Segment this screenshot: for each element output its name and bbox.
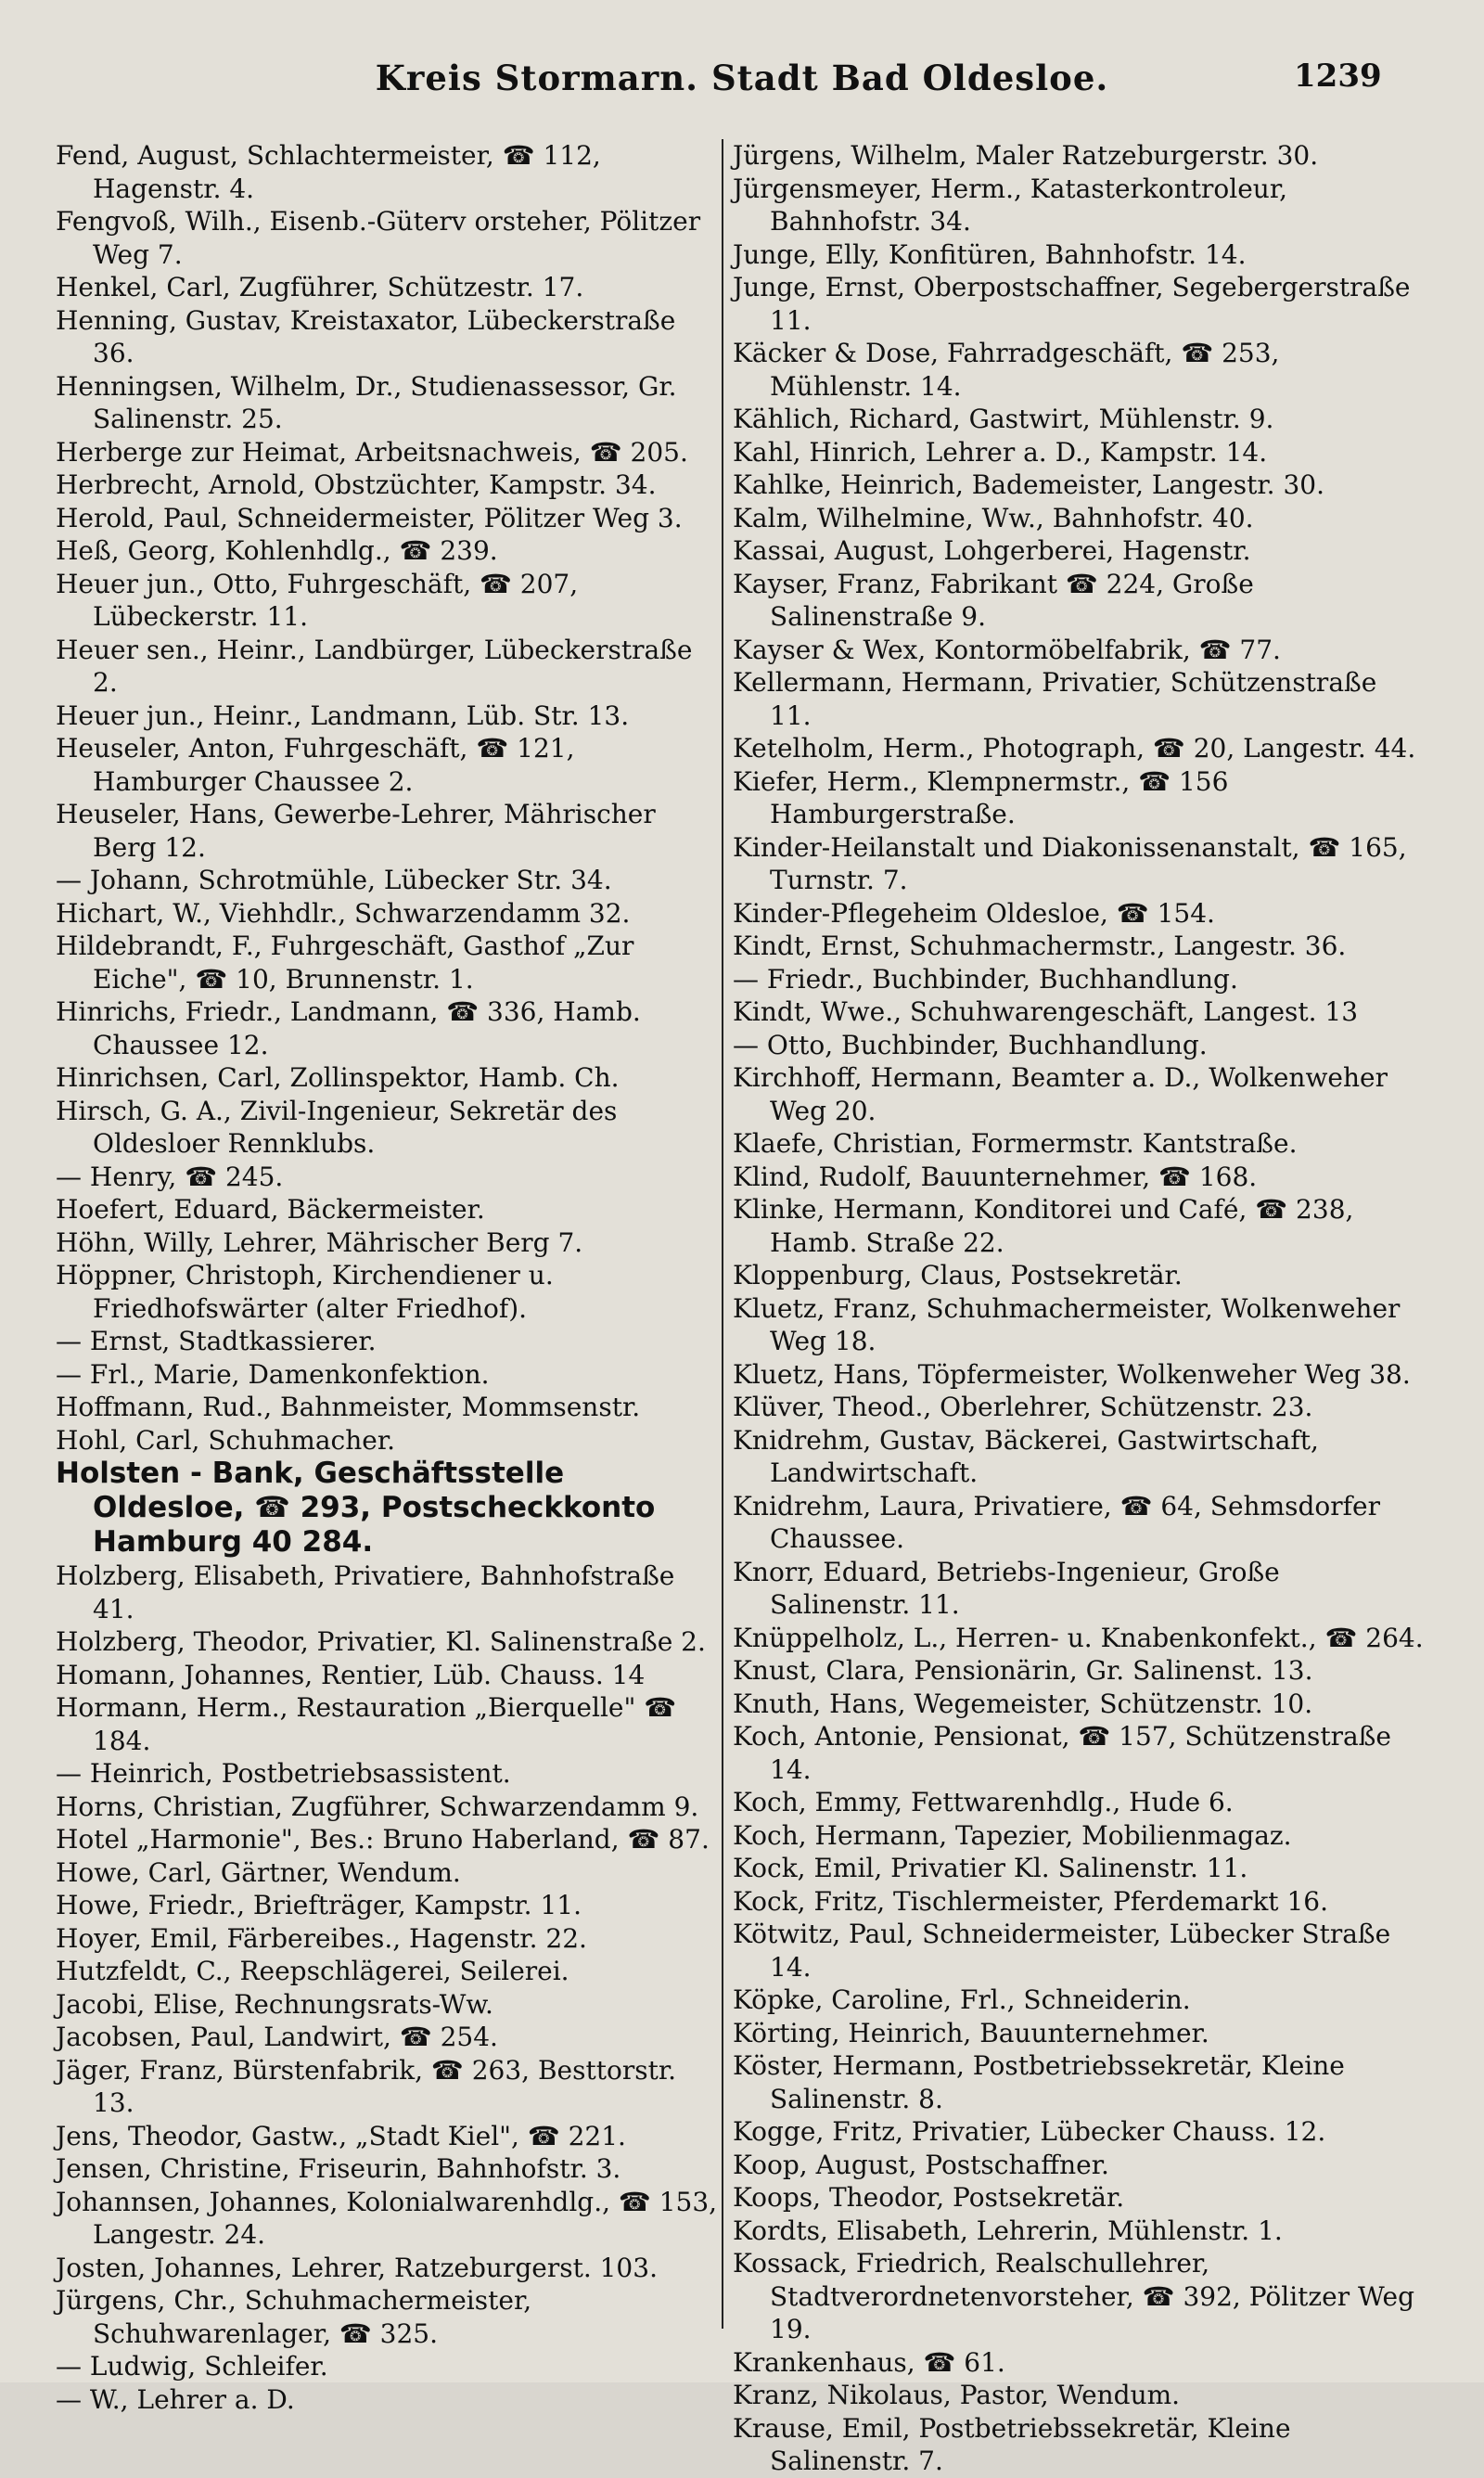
directory-entry: Kindt, Wwe., Schuhwarengeschäft, Langest. 13 xyxy=(733,996,1359,1027)
directory-entry: Köpke, Caroline, Frl., Schneiderin. xyxy=(733,1984,1191,2015)
directory-entry: Kindt, Ernst, Schuhmachermstr., Langestr. 36. xyxy=(733,931,1347,961)
directory-entry: — Heinrich, Postbetriebsassistent. xyxy=(56,1758,511,1789)
directory-entry: Heuseler, Anton, Fuhrgeschäft, ☎ 121, Hamburger Chaussee 2. xyxy=(56,733,575,797)
directory-entry: Kirchhoff, Hermann, Beamter a. D., Wolkenweher Weg 20. xyxy=(733,1062,1388,1126)
directory-entry: Kahl, Hinrich, Lehrer a. D., Kampstr. 14. xyxy=(733,436,1268,468)
directory-entry: Kranz, Nikolaus, Pastor, Wendum. xyxy=(733,2380,1181,2410)
directory-entry: Jürgens, Chr., Schuhmachermeister, Schuhwarenlager, ☎ 325. xyxy=(56,2285,532,2349)
directory-entry: Jensen, Christine, Friseurin, Bahnhofstr. 3. xyxy=(56,2153,621,2184)
directory-entry: Koops, Theodor, Postsekretär. xyxy=(733,2182,1125,2213)
directory-entry: Holzberg, Elisabeth, Privatiere, Bahnhofstraße 41. xyxy=(56,1560,675,1624)
directory-entry: Fend, August, Schlachtermeister, ☎ 112, Hagenstr. 4. xyxy=(56,140,601,204)
directory-entry: Hoffmann, Rud., Bahnmeister, Mommsenstr. xyxy=(56,1392,641,1422)
directory-entry: Heuer jun., Heinr., Landmann, Lüb. Str. 13. xyxy=(56,700,630,731)
directory-entry: Herold, Paul, Schneidermeister, Pölitzer Weg 3. xyxy=(56,502,683,533)
directory-entry: Kloppenburg, Claus, Postsekretär. xyxy=(733,1260,1183,1290)
directory-entry: Hichart, W., Viehhdlr., Schwarzendamm 32. xyxy=(56,897,631,929)
directory-entry: Herberge zur Heimat, Arbeitsnachweis, ☎ 205. xyxy=(56,436,688,468)
directory-entry: Kossack, Friedrich, Realschullehrer, Stadtverordnetenvorsteher, ☎ 392, Pölitzer Weg 19. xyxy=(733,2248,1415,2344)
directory-entry: Hohl, Carl, Schuhmacher. xyxy=(56,1424,396,1456)
directory-entry: Kalm, Wilhelmine, Ww., Bahnhofstr. 40. xyxy=(733,502,1254,533)
directory-entry: Kiefer, Herm., Klempnermstr., ☎ 156 Hamburgerstraße. xyxy=(733,765,1229,829)
directory-entry: Jürgensmeyer, Herm., Katasterkontroleur, Bahnhofstr. 34. xyxy=(733,173,1288,237)
directory-entry: Koch, Antonie, Pensionat, ☎ 157, Schützenstraße 14. xyxy=(733,1721,1391,1785)
directory-entry: Knuth, Hans, Wegemeister, Schützenstr. 10. xyxy=(733,1688,1313,1719)
directory-entry: Koop, August, Postschaffner. xyxy=(733,2149,1109,2180)
directory-entry: — W., Lehrer a. D. xyxy=(56,2383,295,2415)
directory-entry: Koch, Hermann, Tapezier, Mobilienmagaz. xyxy=(733,1819,1292,1851)
directory-entry: Hoyer, Emil, Färbereibes., Hagenstr. 22. xyxy=(56,1922,587,1954)
directory-entry: Klaefe, Christian, Formermstr. Kantstraße. xyxy=(733,1128,1298,1159)
directory-entry: Heuseler, Hans, Gewerbe-Lehrer, Mährischer Berg 12. xyxy=(56,799,656,863)
directory-entry: Kinder-Pflegeheim Oldesloe, ☎ 154. xyxy=(733,897,1215,929)
directory-entry: Hotel „Harmonie", Bes.: Bruno Haberland, ☎ 87. xyxy=(56,1824,710,1855)
directory-entry: — Ernst, Stadtkassierer. xyxy=(56,1326,377,1356)
directory-entry: Koch, Emmy, Fettwarenhdlg., Hude 6. xyxy=(733,1787,1234,1817)
directory-entry: Jäger, Franz, Bürstenfabrik, ☎ 263, Besttorstr. 13. xyxy=(56,2054,677,2118)
directory-entry: Kogge, Fritz, Privatier, Lübecker Chauss. 12. xyxy=(733,2116,1326,2147)
directory-entry: Hildebrandt, F., Fuhrgeschäft, Gasthof „Zur Eiche", ☎ 10, Brunnenstr. 1. xyxy=(56,931,634,995)
directory-entry: Hormann, Herm., Restauration „Bierquelle" ☎ 184. xyxy=(56,1692,677,1756)
directory-entry: Jürgens, Wilhelm, Maler Ratzeburgerstr. 30. xyxy=(733,140,1319,171)
directory-entry: Klind, Rudolf, Bauunternehmer, ☎ 168. xyxy=(733,1161,1258,1192)
directory-entry: Heuer sen., Heinr., Landbürger, Lübeckerstraße 2. xyxy=(56,634,693,698)
directory-entry: Hutzfeldt, C., Reepschlägerei, Seilerei. xyxy=(56,1956,569,1986)
directory-entry: Klinke, Hermann, Konditorei und Café, ☎ 238, Hamb. Straße 22. xyxy=(733,1194,1354,1258)
directory-entry: Klüver, Theod., Oberlehrer, Schützenstr. 23. xyxy=(733,1392,1313,1422)
directory-entry: Heuer jun., Otto, Fuhrgeschäft, ☎ 207, Lübeckerstr. 11. xyxy=(56,568,579,632)
directory-entry: Kayser, Franz, Fabrikant ☎ 224, Große Salinenstraße 9. xyxy=(733,568,1254,632)
directory-entry: Knorr, Eduard, Betriebs-Ingenieur, Große Salinenstr. 11. xyxy=(733,1556,1280,1620)
page-title: Kreis Stormarn. Stadt Bad Oldesloe. xyxy=(375,58,1109,98)
directory-entry: Krankenhaus, ☎ 61. xyxy=(733,2346,1005,2378)
directory-entry: — Henry, ☎ 245. xyxy=(56,1161,284,1192)
directory-entry: Henkel, Carl, Zugführer, Schützestr. 17. xyxy=(56,272,584,302)
directory-entry: Ketelholm, Herm., Photograph, ☎ 20, Langestr. 44. xyxy=(733,733,1416,764)
directory-entry: Johannsen, Johannes, Kolonialwarenhdlg., ☎ 153, Langestr. 24. xyxy=(56,2186,718,2250)
directory-entry: Howe, Friedr., Briefträger, Kampstr. 11. xyxy=(56,1890,582,1920)
directory-entry: Kassai, August, Lohgerberei, Hagenstr. xyxy=(733,535,1251,566)
directory-entry: — Frl., Marie, Damenkonfektion. xyxy=(56,1358,490,1390)
directory-entry: Kellermann, Hermann, Privatier, Schützenstraße 11. xyxy=(733,667,1377,731)
directory-entry: Kayser & Wex, Kontormöbelfabrik, ☎ 77. xyxy=(733,634,1281,665)
directory-entry: Junge, Ernst, Oberpostschaffner, Segebergerstraße 11. xyxy=(733,272,1411,336)
directory-entry: Knüppelholz, L., Herren- u. Knabenkonfekt., ☎ 264. xyxy=(733,1622,1424,1653)
directory-entry: — Johann, Schrotmühle, Lübecker Str. 34. xyxy=(56,865,612,895)
column-divider xyxy=(722,139,723,2329)
directory-entry: Hoefert, Eduard, Bäckermeister. xyxy=(56,1194,485,1225)
directory-entry: Holsten - Bank, Geschäftsstelle Oldesloe, ☎ 293, Postscheckkonto Hamburg 40 284. xyxy=(56,1457,656,1559)
directory-entry: Holzberg, Theodor, Privatier, Kl. Salinenstraße 2. xyxy=(56,1626,706,1657)
page-number: 1239 xyxy=(1294,58,1382,95)
directory-entry: Homann, Johannes, Rentier, Lüb. Chauss. 14 xyxy=(56,1659,646,1690)
directory-entry: Knidrehm, Laura, Privatiere, ☎ 64, Sehmsdorfer Chaussee. xyxy=(733,1490,1380,1554)
directory-entry: Knust, Clara, Pensionärin, Gr. Salinenst. 13. xyxy=(733,1655,1313,1686)
right-column xyxy=(733,139,1424,2478)
directory-entry: Hinrichs, Friedr., Landmann, ☎ 336, Hamb. Chaussee 12. xyxy=(56,996,641,1060)
directory-entry: Josten, Johannes, Lehrer, Ratzeburgerst. 103. xyxy=(56,2252,658,2283)
directory-entry: Kählich, Richard, Gastwirt, Mühlenstr. 9. xyxy=(733,404,1274,434)
directory-entry: Höhn, Willy, Lehrer, Mährischer Berg 7. xyxy=(56,1226,583,1258)
directory-entry: Höppner, Christoph, Kirchendiener u. Friedhofswärter (alter Friedhof). xyxy=(56,1260,554,1324)
directory-entry: Kahlke, Heinrich, Bademeister, Langestr. 30. xyxy=(733,469,1324,500)
directory-entry: Kluetz, Franz, Schuhmachermeister, Wolkenweher Weg 18. xyxy=(733,1292,1401,1356)
directory-entry: Kock, Fritz, Tischlermeister, Pferdemarkt 16. xyxy=(733,1885,1328,1917)
directory-entry: Kock, Emil, Privatier Kl. Salinenstr. 11. xyxy=(733,1853,1248,1883)
directory-entry: — Otto, Buchbinder, Buchhandlung. xyxy=(733,1029,1208,1060)
directory-entry: Heß, Georg, Kohlenhdlg., ☎ 239. xyxy=(56,535,498,566)
directory-entry: — Friedr., Buchbinder, Buchhandlung. xyxy=(733,963,1238,995)
directory-entry: Kordts, Elisabeth, Lehrerin, Mühlenstr. 1. xyxy=(733,2215,1283,2246)
directory-entry: Henningsen, Wilhelm, Dr., Studienassessor, Gr. Salinenstr. 25. xyxy=(56,370,677,434)
directory-entry: Jacobi, Elise, Rechnungsrats-Ww. xyxy=(56,1988,493,2020)
directory-entry: Knidrehm, Gustav, Bäckerei, Gastwirtschaft, Landwirtschaft. xyxy=(733,1424,1319,1488)
directory-entry: Käcker & Dose, Fahrradgeschäft, ☎ 253, Mühlenstr. 14. xyxy=(733,338,1280,402)
directory-entry: Jacobsen, Paul, Landwirt, ☎ 254. xyxy=(56,2022,498,2052)
directory-entry: Howe, Carl, Gärtner, Wendum. xyxy=(56,1856,461,1888)
directory-entry: Hirsch, G. A., Zivil-Ingenieur, Sekretär des Oldesloer Rennklubs. xyxy=(56,1095,618,1159)
directory-entry: — Ludwig, Schleifer. xyxy=(56,2351,328,2382)
directory-entry: Henning, Gustav, Kreistaxator, Lübeckerstraße 36. xyxy=(56,304,676,368)
directory-entry: Kötwitz, Paul, Schneidermeister, Lübecker Straße 14. xyxy=(733,1919,1391,1983)
directory-entry: Kinder-Heilanstalt und Diakonissenanstalt, ☎ 165, Turnstr. 7. xyxy=(733,831,1407,895)
directory-entry: Hinrichsen, Carl, Zollinspektor, Hamb. Ch. xyxy=(56,1062,620,1093)
directory-entry: Junge, Elly, Konfitüren, Bahnhofstr. 14. xyxy=(733,238,1247,270)
directory-entry: Körting, Heinrich, Bauunternehmer. xyxy=(733,2017,1209,2048)
directory-entry: Fengvoß, Wilh., Eisenb.-Güterv orsteher, Pölitzer Weg 7. xyxy=(56,206,701,270)
directory-entry: Herbrecht, Arnold, Obstzüchter, Kampstr. 34. xyxy=(56,469,657,500)
left-column xyxy=(56,139,719,2416)
directory-entry: Köster, Hermann, Postbetriebssekretär, Kleine Salinenstr. 8. xyxy=(733,2050,1345,2114)
directory-entry: Krause, Emil, Postbetriebssekretär, Kleine Salinenstr. 7. xyxy=(733,2412,1291,2476)
directory-entry: Kluetz, Hans, Töpfermeister, Wolkenweher Weg 38. xyxy=(733,1358,1411,1390)
directory-entry: Horns, Christian, Zugführer, Schwarzendamm 9. xyxy=(56,1791,699,1822)
directory-entry: Jens, Theodor, Gastw., „Stadt Kiel", ☎ 221. xyxy=(56,2120,626,2151)
